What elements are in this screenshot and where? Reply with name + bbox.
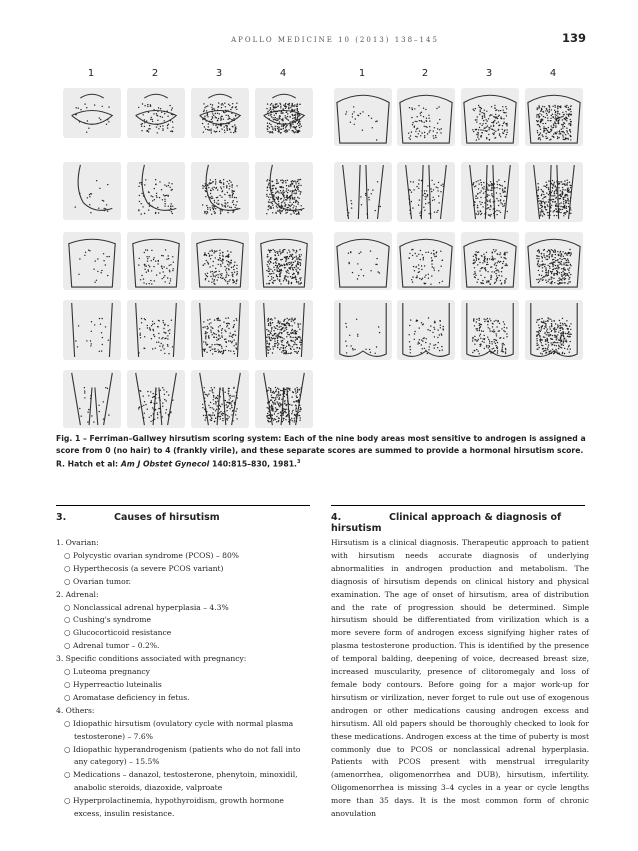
body-illustration: [461, 88, 519, 146]
body-illustration: [397, 162, 455, 222]
figure-panel: [63, 370, 123, 428]
figure-panel: [255, 370, 315, 428]
figure-panel: [397, 232, 457, 290]
figure-panel: [191, 232, 251, 290]
figure-panel: [127, 370, 187, 428]
page-number: 139: [562, 31, 587, 45]
list-item: [56, 666, 314, 679]
body-illustration: [525, 88, 583, 146]
list-item-text: ○ Polycystic ovarian syndrome (PCOS) – 80%: [64, 550, 240, 560]
body-illustration: [191, 370, 249, 428]
figure-panel: [461, 88, 521, 146]
left-col-number-1: 1: [87, 68, 95, 79]
figure-panel: [461, 232, 521, 290]
list-item: [56, 744, 314, 770]
list-item-text: ○ Cushing's syndrome: [64, 615, 151, 625]
section-4-heading: [331, 505, 585, 534]
figure-panel: [525, 232, 585, 290]
figure-panel: [127, 232, 187, 290]
list-item: [56, 795, 314, 821]
figure-panel: [191, 162, 251, 220]
figure-panel: [334, 162, 394, 222]
figure-panel: [255, 300, 315, 360]
figure-panel: [525, 162, 585, 222]
figure-panel: [461, 162, 521, 222]
body-illustration: [191, 300, 249, 360]
list-item-text: ○ Glucocorticoid resistance: [64, 628, 172, 638]
figure-panel: [334, 300, 394, 360]
body-illustration: [255, 300, 313, 360]
list-item-text: ○ Hyperthecosis (a severe PCOS variant): [64, 563, 224, 573]
body-illustration: [63, 88, 121, 138]
right-col-number-2: 2: [421, 68, 429, 79]
body-illustration: [63, 232, 121, 290]
body-illustration: [255, 162, 313, 220]
figure-panel: [461, 300, 521, 360]
list-item: [56, 679, 314, 692]
figure-panel: [397, 88, 457, 146]
section-3-number: 3.: [56, 512, 67, 523]
body-illustration: [397, 300, 455, 360]
figure-panel: [397, 162, 457, 222]
body-illustration: [191, 88, 249, 138]
figure-panel: [334, 232, 394, 290]
list-category: 3. Specific conditions associated with pregnancy:: [56, 654, 247, 664]
caption-line-2: score from 0 (no hair) to 4 (frankly virile), and these separate scores are summed to provide a hormonal hirsutism score.: [56, 445, 584, 455]
list-item: [56, 627, 314, 640]
figure-panel: [191, 370, 251, 428]
figure-panel: [525, 300, 585, 360]
list-item-text: ○ Idiopathic hirsutism (ovulatory cycle with normal plasma testosterone) – 7.6%: [64, 718, 294, 741]
caption-ref-prefix: R. Hatch et al:: [56, 459, 121, 469]
figure-panel: [63, 232, 123, 290]
list-item: [56, 718, 314, 744]
figure-panel: [127, 162, 187, 220]
section-3-title: Causes of hirsutism: [114, 512, 220, 523]
section-4-paragraph: Hirsutism is a clinical diagnosis. Therapeutic approach to patient with hirsutism needs accurate diagnosis of underlying abnormalities in androgen production and metabolism. The diagnosis of hirsutism depends on clinical history and physical examination. The age of onset of hirsutism, area of distribution and the rate of progression should be determined. Simple hirsutism should be differentiated from virilization which is a more severe form of androgen excess signifying higher rates of plasma testosterone production. This is identified by the presence of temporal balding, deepening of voice, decreased breast size, increased muscularity, presence of clitoromegaly and loss of female body contours. Before going for a major work-up for hirsutism or virilization, never forget to rule out use of exogenous androgen or other medications causing androgen excess and hirsutism. All old papers should be thoroughly checked to look for these medications. Androgen excess at the time of puberty is most commonly due to PCOS or nonclassical adrenal hyperplasia. Patients with PCOS present with menstrual irregularity (amenorrhea, oligomenorrhea and DUB), hirsutism, infertility. Oligomenorrhea is missing 3–4 cycles in a year or cycle lengths more than 35 days. It is the most common form of chronic anovulation: [331, 538, 589, 819]
body-illustration: [127, 88, 185, 138]
body-illustration: [127, 162, 185, 220]
body-illustration: [461, 232, 519, 290]
figure-panel: [63, 88, 123, 138]
list-item: [56, 614, 314, 627]
list-item: [56, 769, 314, 795]
body-illustration: [255, 232, 313, 290]
body-illustration: [397, 232, 455, 290]
figure-panel: [63, 162, 123, 220]
figure-panel: [334, 88, 394, 146]
body-illustration: [63, 162, 121, 220]
body-illustration: [127, 300, 185, 360]
list-item-text: ○ Adrenal tumor – 0.2%.: [64, 641, 160, 651]
list-item-text: ○ Hyperreactio luteinalis: [64, 679, 162, 689]
list-category: 2. Adrenal:: [56, 589, 99, 599]
figure-panel: [255, 88, 315, 138]
right-col-number-3: 3: [485, 68, 493, 79]
list-item-text: ○ Nonclassical adrenal hyperplasia – 4.3%: [64, 602, 229, 612]
body-illustration: [63, 370, 121, 428]
body-illustration: [255, 370, 313, 428]
list-category: 1. Ovarian:: [56, 538, 99, 547]
body-illustration: [334, 300, 392, 360]
body-illustration: [525, 300, 583, 360]
list-item: [56, 563, 314, 576]
figure-panel: [191, 88, 251, 138]
body-illustration: [255, 88, 313, 138]
right-col-number-1: 1: [358, 68, 366, 79]
running-head: APOLLO MEDICINE 10 (2013) 138–145: [231, 36, 439, 44]
body-illustration: [525, 232, 583, 290]
left-col-number-4: 4: [279, 68, 287, 79]
section-4-number: 4.: [331, 512, 342, 523]
body-illustration: [191, 162, 249, 220]
body-illustration: [461, 162, 519, 222]
list-item: [56, 550, 314, 563]
list-item-text: ○ Idiopathic hyperandrogenism (patients who do not fall into any category) – 15.5%: [64, 744, 301, 767]
list-category: 4. Others:: [56, 705, 95, 715]
section-3-heading: [56, 505, 310, 523]
list-item-text: ○ Medications – danazol, testosterone, phenytoin, minoxidil, anabolic steroids, diazoxide, valproate: [64, 770, 298, 793]
caption-ref-suffix: 140:815–830, 1981.: [209, 459, 297, 469]
figure-caption: [56, 433, 588, 470]
right-col-number-4: 4: [549, 68, 557, 79]
list-item: [56, 576, 314, 589]
body-illustration: [127, 370, 185, 428]
figure-panel: [525, 88, 585, 146]
body-illustration: [191, 232, 249, 290]
left-col-number-2: 2: [151, 68, 159, 79]
body-illustration: [334, 162, 392, 222]
body-illustration: [461, 300, 519, 360]
figure-panel: [191, 300, 251, 360]
figure-panel: [63, 300, 123, 360]
figure-panel: [127, 300, 187, 360]
causes-list: [56, 537, 314, 821]
figure-panel: [255, 232, 315, 290]
list-item: [56, 602, 314, 615]
figure-panel: [397, 300, 457, 360]
list-item-text: ○ Aromatase deficiency in fetus.: [64, 692, 190, 702]
caption-ref-sup: 3: [296, 458, 301, 465]
caption-ref-journal: Am J Obstet Gynecol: [120, 459, 210, 469]
list-item-text: ○ Ovarian tumor.: [64, 576, 131, 586]
list-item: [56, 640, 314, 653]
list-item-text: ○ Luteoma pregnancy: [64, 667, 150, 677]
caption-line-1: Fig. 1 – Ferriman–Gallwey hirsutism scoring system: Each of the nine body areas most sensitive to androgen is assigned a: [56, 434, 586, 443]
list-item-text: ○ Hyperprolactinemia, hypothyroidism, growth hormone excess, insulin resistance.: [64, 796, 284, 819]
body-illustration: [397, 88, 455, 146]
figure-panel: [127, 88, 187, 138]
section-4-title: Clinical approach & diagnosis of hirsutism: [331, 512, 562, 534]
body-illustration: [334, 88, 392, 146]
body-illustration: [334, 232, 392, 290]
body-illustration: [525, 162, 583, 222]
body-illustration: [63, 300, 121, 360]
body-illustration: [127, 232, 185, 290]
left-col-number-3: 3: [215, 68, 223, 79]
figure-panel: [255, 162, 315, 220]
list-item: [56, 692, 314, 705]
caption-reference: [56, 457, 588, 470]
